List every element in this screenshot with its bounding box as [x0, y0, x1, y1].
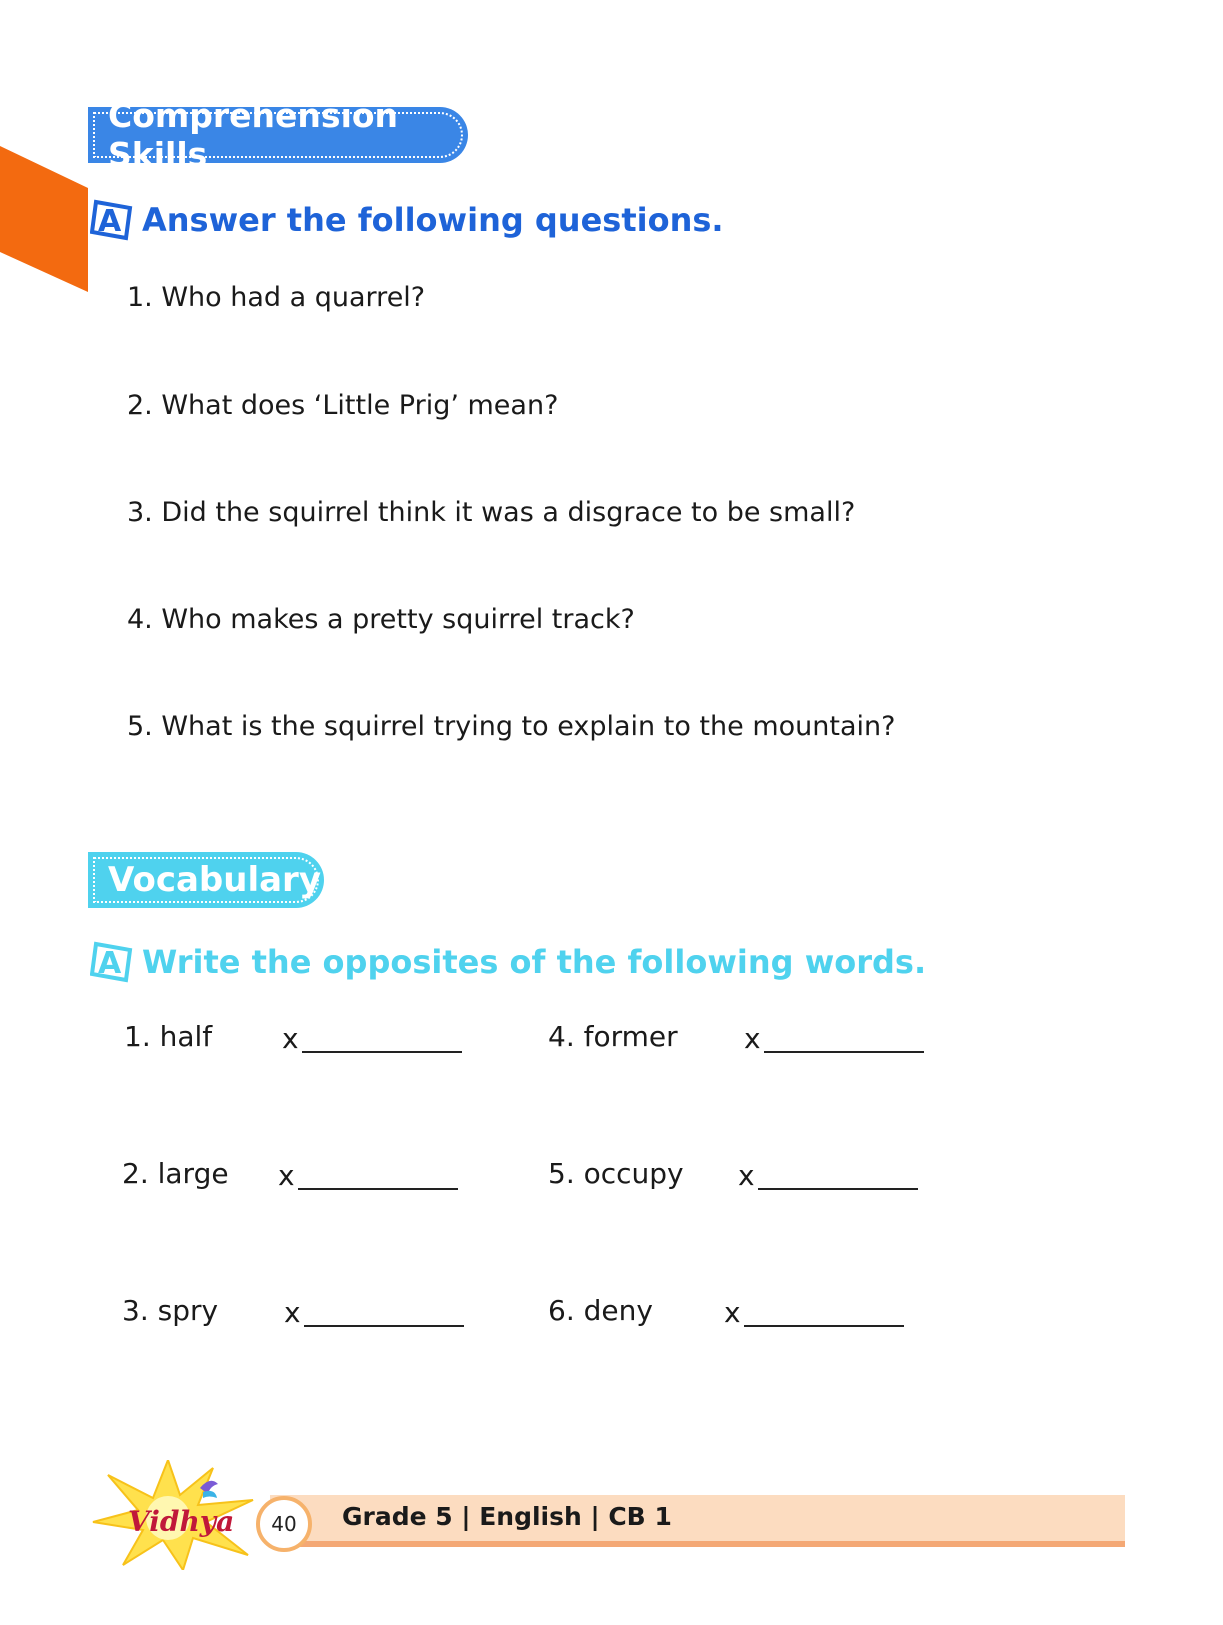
footer-text: Grade 5 | English | CB 1 — [342, 1502, 672, 1531]
question-5: 5. What is the squirrel trying to explain to the mountain? — [127, 711, 896, 742]
vocab-word-6: 6. deny — [548, 1294, 653, 1327]
vocab-word-5: 5. occupy — [548, 1157, 684, 1190]
vocabulary-exercise-heading — [90, 940, 926, 984]
answer-blank[interactable] — [304, 1325, 464, 1327]
comprehension-section-title — [88, 96, 468, 174]
comprehension-exercise-heading — [90, 198, 724, 242]
vocab-word-1: 1. half — [124, 1020, 213, 1053]
opposite-marker: x — [744, 1022, 761, 1055]
question-1: 1. Who had a quarrel? — [127, 282, 426, 313]
vocabulary-section-label: Vocabulary — [108, 860, 321, 900]
vocabulary-section-title — [88, 852, 324, 908]
corner-tab-decoration — [0, 146, 88, 292]
opposite-marker: x — [278, 1159, 295, 1192]
answer-blank[interactable] — [764, 1051, 924, 1053]
question-2: 2. What does ‘Little Prig’ mean? — [127, 390, 559, 421]
vocab-word-3: 3. spry — [122, 1294, 219, 1327]
logo-text: Vidhya — [128, 1505, 235, 1538]
vocabulary-exercise-title: Write the opposites of the following words. — [142, 943, 927, 981]
exercise-a-badge-icon — [90, 198, 134, 242]
answer-blank[interactable] — [302, 1051, 462, 1053]
vocab-word-2: 2. large — [122, 1157, 229, 1190]
question-3: 3. Did the squirrel think it was a disgrace to be small? — [127, 497, 856, 528]
opposite-marker: x — [724, 1296, 741, 1329]
svg-text:A: A — [98, 946, 122, 981]
opposite-marker: x — [284, 1296, 301, 1329]
answer-blank[interactable] — [758, 1188, 918, 1190]
exercise-a-badge-icon — [90, 940, 134, 984]
page-number-label: 40 — [271, 1512, 297, 1536]
comprehension-exercise-title: Answer the following questions. — [142, 201, 724, 239]
vocab-word-4: 4. former — [548, 1020, 678, 1053]
question-4: 4. Who makes a pretty squirrel track? — [127, 604, 635, 635]
opposite-marker: x — [282, 1022, 299, 1055]
answer-blank[interactable] — [298, 1188, 458, 1190]
svg-text:A: A — [98, 204, 122, 239]
comprehension-section-label: Comprehension Skills — [108, 96, 399, 174]
answer-blank[interactable] — [744, 1325, 904, 1327]
opposite-marker: x — [738, 1159, 755, 1192]
page-number — [256, 1496, 312, 1552]
